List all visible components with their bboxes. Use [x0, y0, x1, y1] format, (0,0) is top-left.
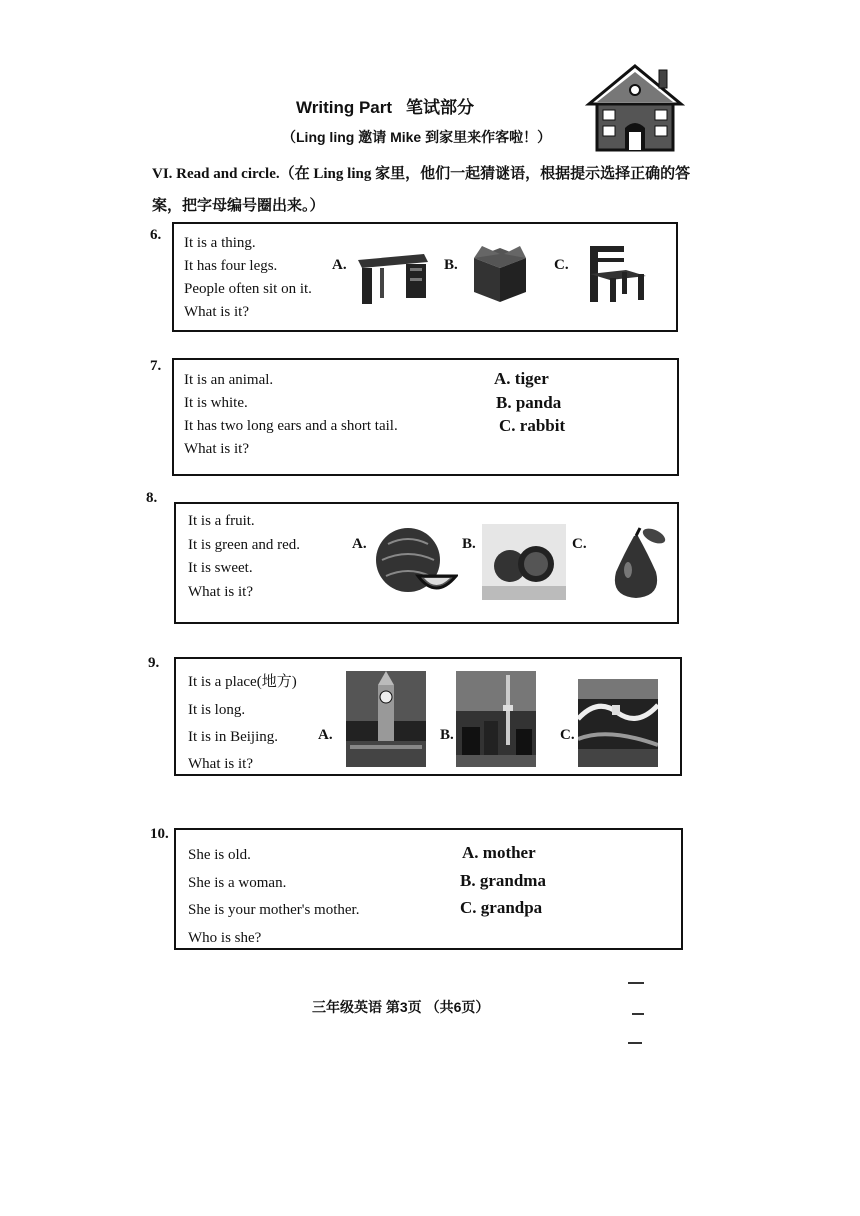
question-box-7 [172, 358, 679, 476]
clue-line: It has four legs. [184, 258, 278, 274]
option-c-label[interactable]: C. [560, 727, 575, 743]
clue-line: What is it? [188, 756, 253, 772]
title-english: Writing Part [296, 98, 393, 117]
question-box-10 [174, 828, 683, 950]
watermelon-image[interactable] [374, 524, 458, 598]
option-c-label[interactable]: C. [572, 536, 587, 552]
clue-line: What is it? [188, 584, 253, 600]
option-a-label[interactable]: A. [332, 257, 347, 273]
clue-line: She is a woman. [188, 875, 287, 891]
clue-line: It is sweet. [188, 560, 253, 576]
clue-line: It is a place(地方) [188, 674, 297, 690]
clue-line: What is it? [184, 304, 249, 320]
question-box-6 [172, 222, 678, 332]
clue-line: It is an animal. [184, 372, 274, 388]
clue-line: It is a thing. [184, 235, 256, 251]
clue-line: She is old. [188, 847, 251, 863]
option-c[interactable]: C. grandpa [460, 898, 543, 917]
option-b[interactable]: B. grandma [460, 871, 546, 890]
option-a-label[interactable]: A. [352, 536, 367, 552]
clue-line: It is in Beijing. [188, 729, 278, 745]
pear-image[interactable] [606, 526, 672, 602]
section-instruction: VI. Read and circle.（在 Ling ling 家里，他们一起猜谜语，根据提示选择正确的答案，把字母编号圈出来。） [152, 166, 691, 214]
question-number: 7. [150, 358, 162, 374]
option-a[interactable]: A. tiger [494, 369, 549, 388]
clue-line: Who is she? [188, 930, 262, 946]
option-b[interactable]: B. panda [496, 393, 562, 412]
desk-image[interactable] [354, 250, 430, 306]
question-box-9 [174, 657, 682, 776]
clue-line: What is it? [184, 441, 249, 457]
question-box-8 [174, 502, 679, 624]
clue-line: It has two long ears and a short tail. [184, 418, 398, 434]
page-subtitle: （Ling ling 邀请 Mike 到家里来作客啦！） [282, 129, 552, 145]
big-ben-photo[interactable] [346, 671, 426, 767]
option-c-label[interactable]: C. [554, 257, 569, 273]
clue-line: People often sit on it. [184, 281, 312, 297]
page-footer: 三年级英语 第3页 （共6页） [312, 999, 490, 1015]
clue-line: It is white. [184, 395, 248, 411]
chair-image[interactable] [586, 244, 650, 304]
scan-mark [632, 1013, 644, 1015]
page-title [296, 93, 474, 118]
title-chinese: 笔试部分 [406, 98, 475, 117]
scan-mark [628, 982, 644, 984]
box-image[interactable] [470, 244, 530, 304]
question-number: 9. [148, 655, 160, 671]
question-number: 10. [150, 826, 169, 842]
option-c[interactable]: C. rabbit [499, 416, 566, 435]
clue-line: It is a fruit. [188, 513, 255, 529]
question-number: 8. [146, 490, 158, 506]
option-a[interactable]: A. mother [462, 843, 536, 862]
oranges-image[interactable] [482, 524, 566, 600]
scan-mark [628, 1042, 642, 1044]
clue-line: It is long. [188, 702, 246, 718]
option-b-label[interactable]: B. [444, 257, 458, 273]
option-a-label[interactable]: A. [318, 727, 333, 743]
house-icon [585, 62, 685, 152]
option-b-label[interactable]: B. [440, 727, 454, 743]
great-wall-photo[interactable] [578, 679, 658, 767]
option-b-label[interactable]: B. [462, 536, 476, 552]
clue-line: She is your mother's mother. [188, 902, 360, 918]
clue-line: It is green and red. [188, 537, 301, 553]
question-number: 6. [150, 227, 162, 243]
tower-photo[interactable] [456, 671, 536, 767]
